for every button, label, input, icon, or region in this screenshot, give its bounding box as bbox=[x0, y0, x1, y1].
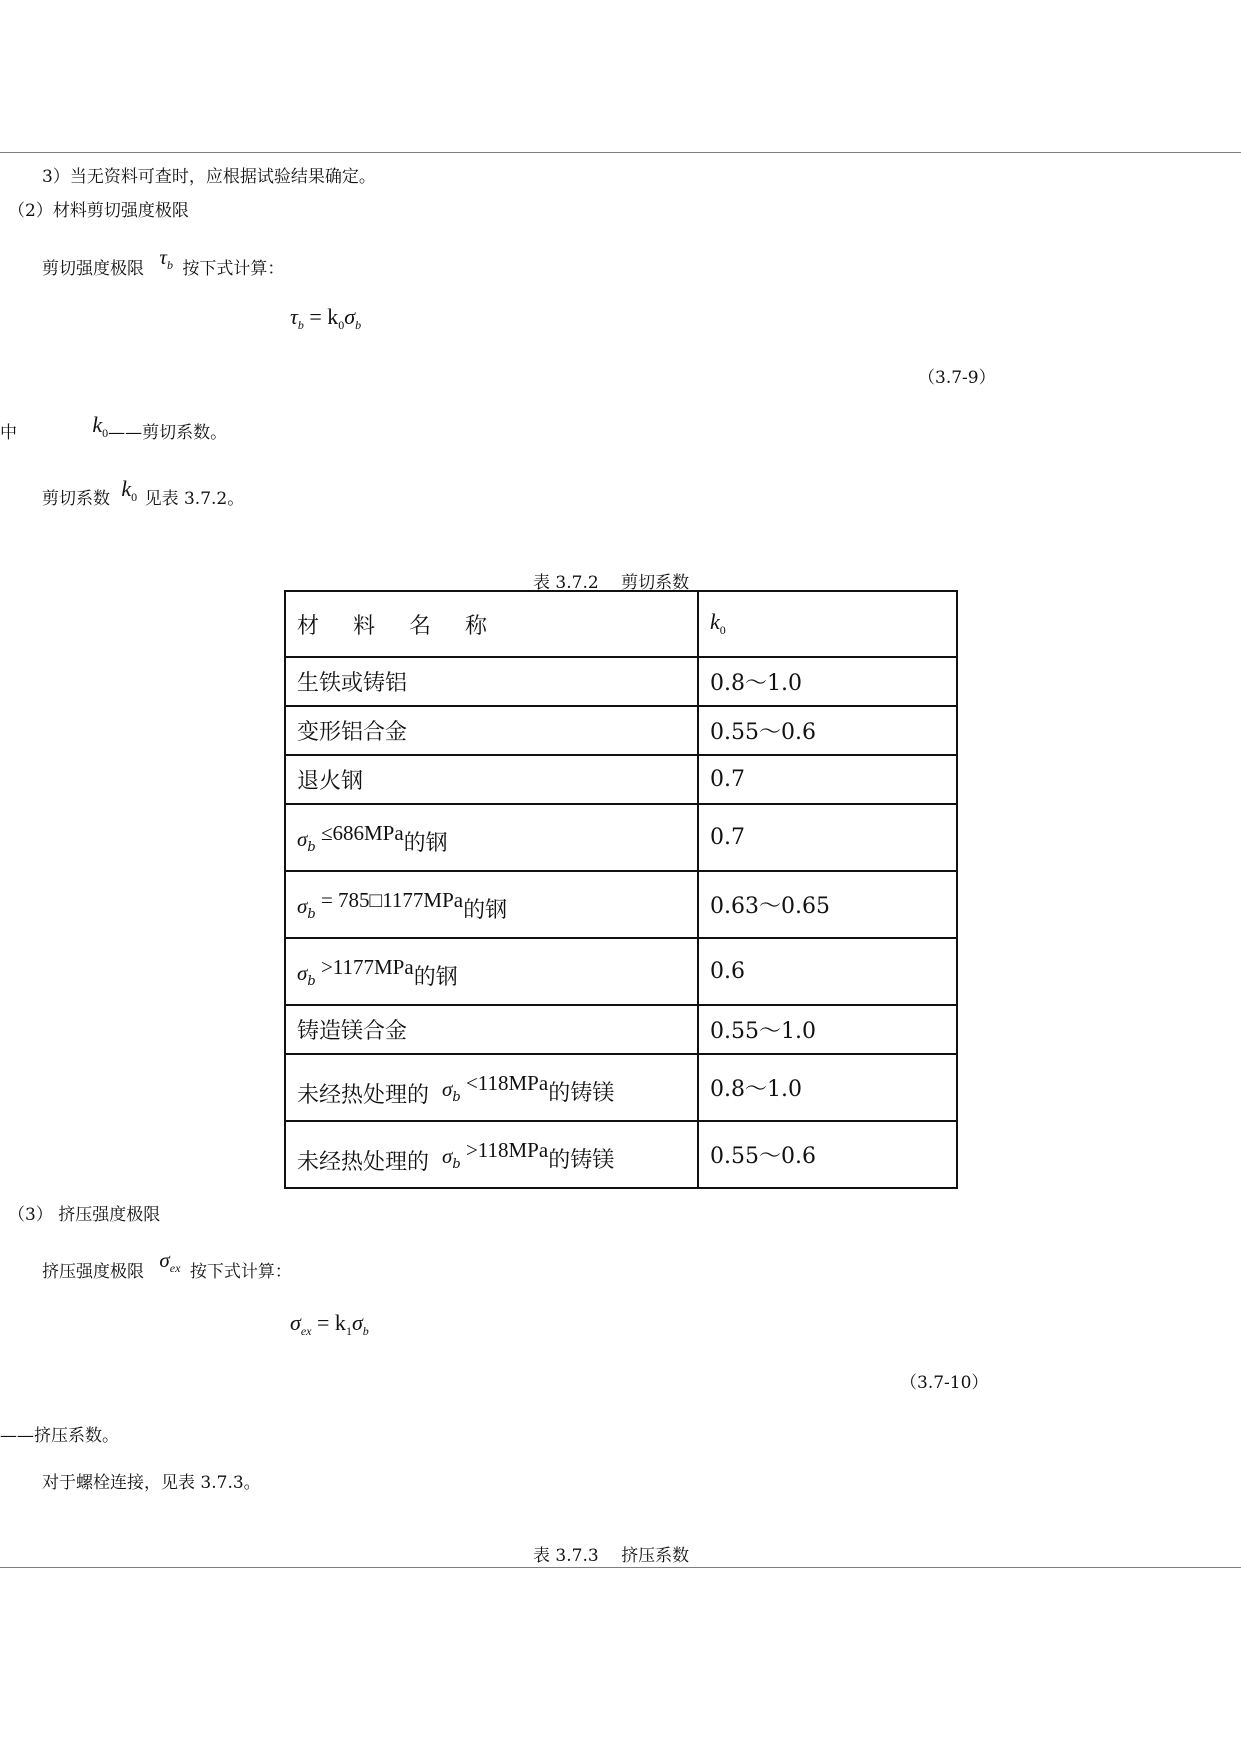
coefficient-cell: 0.6 bbox=[698, 938, 957, 1005]
coefficient-cell: 0.55～0.6 bbox=[698, 1121, 957, 1188]
table-row bbox=[285, 755, 957, 804]
equation-number-3-7-9: （3.7-9） bbox=[918, 368, 996, 388]
paragraph-item-3: 3）当无资料可查时，应根据试验结果确定。 bbox=[42, 167, 376, 187]
bottom-rule bbox=[0, 1567, 1241, 1568]
equation-extrusion: $\sigma_{ex} = k_1\sigma_b$ bbox=[290, 1310, 369, 1338]
table-header-row bbox=[285, 591, 957, 657]
material-cell: 未经热处理的 $\sigma_b >118MPa$的铸镁 bbox=[285, 1121, 698, 1188]
material-cell: $\sigma_b \le 686MPa$的钢 bbox=[285, 804, 698, 871]
section-heading-extrusion: （3） 挤压强度极限 bbox=[8, 1205, 161, 1225]
table-row bbox=[285, 1054, 957, 1121]
definition-k1: ——挤压系数。 bbox=[0, 1426, 119, 1446]
material-cell: 未经热处理的 $\sigma_b <118MPa$的铸镁 bbox=[285, 1054, 698, 1121]
coefficient-cell: 0.63～0.65 bbox=[698, 871, 957, 938]
table-row bbox=[285, 1121, 957, 1188]
material-cell: 生铁或铸铝 bbox=[285, 657, 698, 706]
equation-shear: $\tau_b = k_0\sigma_b$ bbox=[290, 304, 362, 332]
definition-k0: 中 $k_0——$剪切系数。 bbox=[0, 412, 228, 443]
table-row bbox=[285, 657, 957, 706]
table-caption-3-7-3: 表 3.7.3 挤压系数 bbox=[533, 1546, 690, 1566]
top-rule bbox=[0, 152, 1241, 153]
coefficient-cell: 0.7 bbox=[698, 755, 957, 804]
extrusion-intro: 挤压强度极限 $\sigma_{ex}$ 按下式计算： bbox=[42, 1248, 292, 1282]
coefficient-cell: 0.7 bbox=[698, 804, 957, 871]
table-row bbox=[285, 938, 957, 1005]
material-cell: 变形铝合金 bbox=[285, 706, 698, 755]
equation-number-3-7-10: （3.7-10） bbox=[900, 1373, 989, 1393]
table-row bbox=[285, 871, 957, 938]
coefficient-cell: 0.55～1.0 bbox=[698, 1005, 957, 1054]
reference-table-3-7-3: 对于螺栓连接，见表 3.7.3。 bbox=[42, 1473, 261, 1493]
material-cell: 退火钢 bbox=[285, 755, 698, 804]
coefficient-cell: 0.55～0.6 bbox=[698, 706, 957, 755]
shear-intro: 剪切强度极限 $\tau_b$ 按下式计算： bbox=[42, 245, 285, 279]
material-cell: $\sigma_b >1177MPa$的钢 bbox=[285, 938, 698, 1005]
material-cell: 铸造镁合金 bbox=[285, 1005, 698, 1054]
table-row bbox=[285, 804, 957, 871]
coefficient-cell: 0.8～1.0 bbox=[698, 1054, 957, 1121]
material-cell: $\sigma_b$ = 785□1177MPa的钢 bbox=[285, 871, 698, 938]
table-caption-3-7-2: 表 3.7.2 剪切系数 bbox=[533, 573, 690, 593]
reference-table-3-7-2: 剪切系数 $k_0$ 见表 3.7.2。 bbox=[42, 476, 245, 509]
coefficient-cell: 0.8～1.0 bbox=[698, 657, 957, 706]
table-row bbox=[285, 706, 957, 755]
table-row bbox=[285, 1005, 957, 1054]
section-heading-shear: （2）材料剪切强度极限 bbox=[8, 201, 189, 221]
header-k0: $k_0$ bbox=[698, 591, 957, 657]
shear-coefficient-table bbox=[284, 590, 958, 1189]
header-material-name: 材 料 名 称 bbox=[285, 591, 698, 657]
